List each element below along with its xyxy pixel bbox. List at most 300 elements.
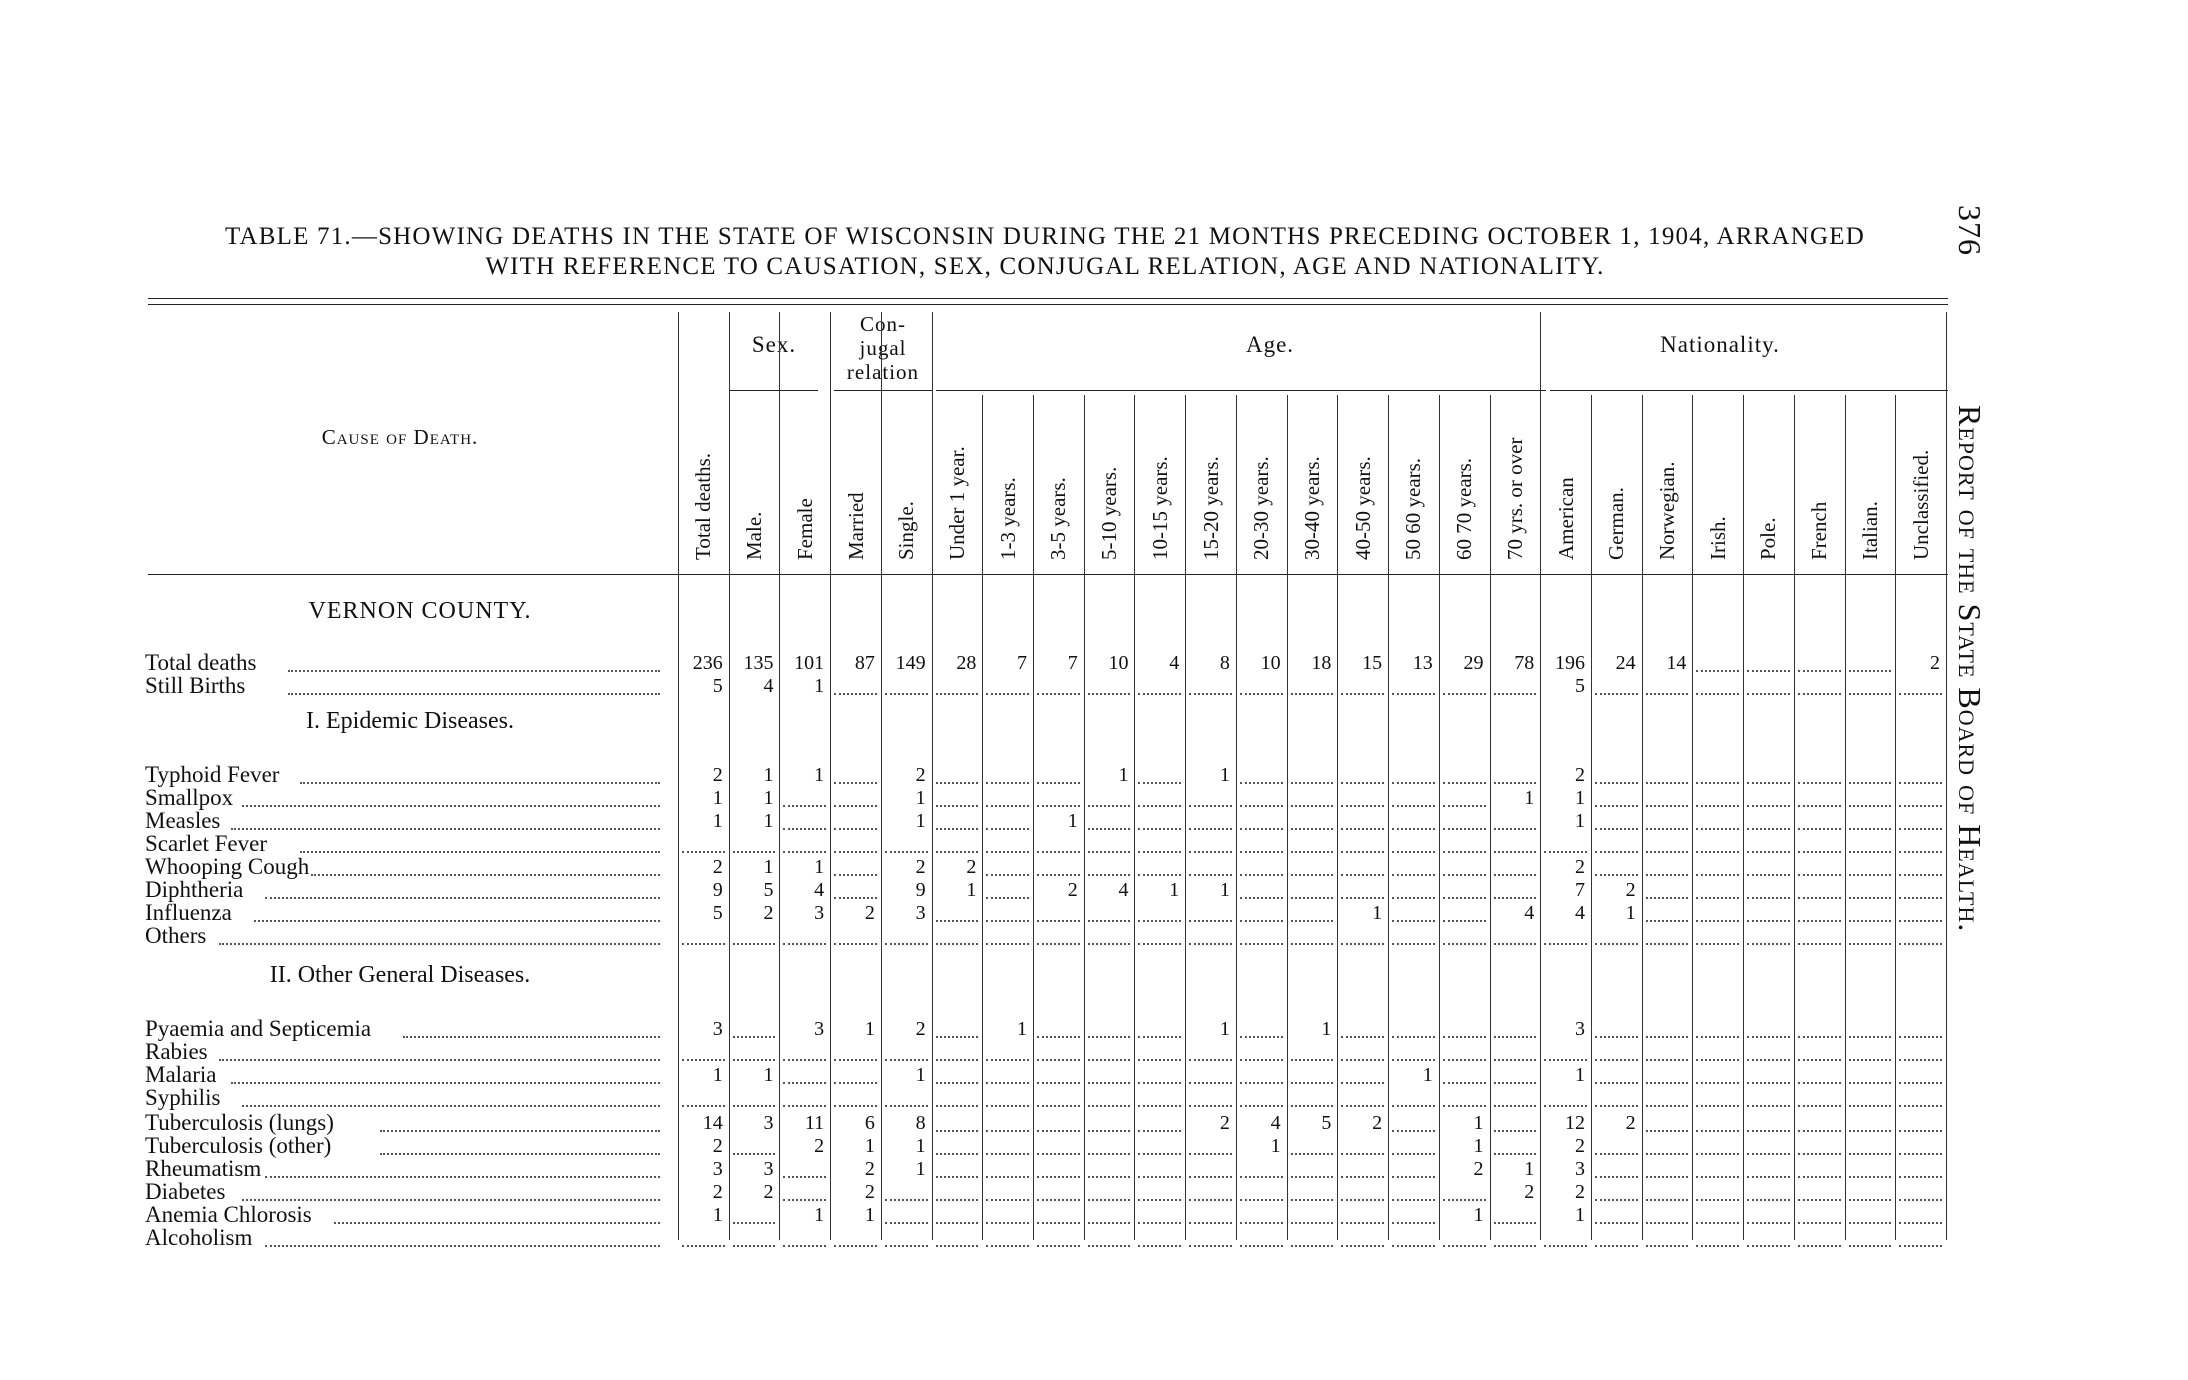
empty-cell bbox=[1646, 1176, 1689, 1178]
empty-cell bbox=[936, 1199, 979, 1201]
empty-cell bbox=[986, 897, 1029, 899]
table-cell: 12 bbox=[1564, 1112, 1585, 1134]
empty-cell bbox=[1747, 1036, 1790, 1038]
table-cell: 2 bbox=[1524, 1181, 1535, 1203]
empty-cell bbox=[1899, 1176, 1942, 1178]
column-header-under-1: Under 1 year. bbox=[944, 446, 969, 560]
empty-cell bbox=[1849, 782, 1892, 784]
empty-cell bbox=[1392, 693, 1435, 695]
empty-cell bbox=[1849, 1153, 1892, 1155]
empty-cell bbox=[1392, 782, 1435, 784]
table-cell: 3 bbox=[712, 1018, 723, 1040]
table-cell: 1 bbox=[763, 787, 774, 809]
empty-cell bbox=[1899, 1105, 1942, 1107]
empty-cell bbox=[1747, 1059, 1790, 1061]
empty-cell bbox=[1646, 693, 1689, 695]
column-header-irish: Irish. bbox=[1705, 516, 1730, 560]
table-cell: 4 bbox=[1169, 652, 1180, 674]
column-rule bbox=[830, 312, 831, 1240]
empty-cell bbox=[936, 1036, 979, 1038]
table-cell: 2 bbox=[1625, 879, 1636, 901]
empty-cell bbox=[1798, 1245, 1841, 1247]
table-cell: 2 bbox=[712, 1181, 723, 1203]
empty-cell bbox=[936, 1222, 979, 1224]
empty-cell bbox=[986, 1245, 1029, 1247]
empty-cell bbox=[1240, 920, 1283, 922]
column-header-age-70-over: 70 yrs. or over bbox=[1502, 437, 1527, 560]
empty-cell bbox=[1747, 1082, 1790, 1084]
sex-rule bbox=[730, 390, 818, 391]
empty-cell bbox=[885, 1199, 928, 1201]
empty-cell bbox=[1646, 1082, 1689, 1084]
empty-cell bbox=[1899, 851, 1942, 853]
empty-cell bbox=[1798, 920, 1841, 922]
empty-cell bbox=[834, 782, 877, 784]
empty-cell bbox=[885, 851, 928, 853]
empty-cell bbox=[885, 1105, 928, 1107]
row-label: Diabetes bbox=[145, 1179, 226, 1204]
empty-cell bbox=[1494, 851, 1537, 853]
table-cell: 4 bbox=[1118, 879, 1129, 901]
table-cell: 1 bbox=[864, 1135, 875, 1157]
empty-cell bbox=[1494, 1222, 1537, 1224]
empty-cell bbox=[1341, 693, 1384, 695]
dot-leader bbox=[231, 828, 661, 830]
empty-cell bbox=[1849, 1222, 1892, 1224]
empty-cell bbox=[1899, 782, 1942, 784]
empty-cell bbox=[1899, 1036, 1942, 1038]
dot-leader bbox=[311, 874, 660, 876]
column-rule bbox=[1388, 395, 1389, 1240]
empty-cell bbox=[1494, 782, 1537, 784]
empty-cell bbox=[1494, 1059, 1537, 1061]
dot-leader bbox=[300, 851, 661, 853]
empty-cell bbox=[1189, 1176, 1232, 1178]
empty-cell bbox=[1443, 1059, 1486, 1061]
empty-cell bbox=[1595, 828, 1638, 830]
empty-cell bbox=[1849, 897, 1892, 899]
empty-cell bbox=[1341, 1082, 1384, 1084]
empty-cell bbox=[1341, 1059, 1384, 1061]
empty-cell bbox=[783, 943, 826, 945]
empty-cell bbox=[986, 1222, 1029, 1224]
dot-leader bbox=[265, 1176, 660, 1178]
row-label: Still Births bbox=[145, 673, 246, 698]
empty-cell bbox=[1341, 1199, 1384, 1201]
empty-cell bbox=[1392, 1059, 1435, 1061]
table-cell: 1 bbox=[1524, 787, 1535, 809]
table-cell: 5 bbox=[712, 675, 723, 697]
empty-cell bbox=[733, 1105, 776, 1107]
row-label: Rheumatism bbox=[145, 1156, 262, 1181]
empty-cell bbox=[1646, 874, 1689, 876]
empty-cell bbox=[1747, 1245, 1790, 1247]
sex-header: Sex. bbox=[751, 332, 797, 357]
column-header-age-3-5: 3-5 years. bbox=[1046, 477, 1071, 560]
table-cell: 6 bbox=[864, 1112, 875, 1134]
table-cell: 2 bbox=[966, 856, 977, 878]
empty-cell bbox=[1646, 943, 1689, 945]
table-cell: 1 bbox=[915, 1158, 926, 1180]
empty-cell bbox=[1798, 1036, 1841, 1038]
table-cell: 2 bbox=[1372, 1112, 1383, 1134]
empty-cell bbox=[1849, 920, 1892, 922]
empty-cell bbox=[1138, 1105, 1181, 1107]
column-header-norwegian: Norwegian. bbox=[1655, 461, 1680, 560]
empty-cell bbox=[1595, 1245, 1638, 1247]
column-rule bbox=[1692, 395, 1693, 1240]
empty-cell bbox=[1646, 1130, 1689, 1132]
empty-cell bbox=[733, 943, 776, 945]
empty-cell bbox=[1392, 1245, 1435, 1247]
running-head-text: Report of the State Board of Health. bbox=[1952, 405, 1988, 933]
empty-cell bbox=[1595, 693, 1638, 695]
empty-cell bbox=[834, 897, 877, 899]
empty-cell bbox=[1646, 1245, 1689, 1247]
empty-cell bbox=[1798, 897, 1841, 899]
empty-cell bbox=[1696, 897, 1739, 899]
dot-leader bbox=[265, 1245, 660, 1247]
column-rule bbox=[1895, 395, 1896, 1240]
empty-cell bbox=[1037, 1245, 1080, 1247]
empty-cell bbox=[783, 851, 826, 853]
empty-cell bbox=[1696, 851, 1739, 853]
empty-cell bbox=[1138, 1036, 1181, 1038]
table-cell: 1 bbox=[1067, 810, 1078, 832]
empty-cell bbox=[1138, 1059, 1181, 1061]
empty-cell bbox=[1494, 1153, 1537, 1155]
empty-cell bbox=[1899, 828, 1942, 830]
empty-cell bbox=[1544, 1059, 1587, 1061]
empty-cell bbox=[1595, 1105, 1638, 1107]
table-cell: 1 bbox=[1321, 1018, 1332, 1040]
table-cell: 7 bbox=[1067, 652, 1078, 674]
empty-cell bbox=[783, 1059, 826, 1061]
column-rule bbox=[1743, 395, 1744, 1240]
empty-cell bbox=[1088, 1222, 1131, 1224]
empty-cell bbox=[834, 943, 877, 945]
empty-cell bbox=[936, 1153, 979, 1155]
empty-cell bbox=[1037, 1130, 1080, 1132]
empty-cell bbox=[936, 693, 979, 695]
empty-cell bbox=[1798, 874, 1841, 876]
empty-cell bbox=[1747, 1130, 1790, 1132]
empty-cell bbox=[1747, 828, 1790, 830]
table-cell: 2 bbox=[864, 902, 875, 924]
empty-cell bbox=[1696, 1059, 1739, 1061]
empty-cell bbox=[1544, 943, 1587, 945]
empty-cell bbox=[1291, 1245, 1334, 1247]
empty-cell bbox=[1494, 943, 1537, 945]
empty-cell bbox=[1696, 1130, 1739, 1132]
empty-cell bbox=[936, 1176, 979, 1178]
empty-cell bbox=[1747, 1176, 1790, 1178]
empty-cell bbox=[834, 693, 877, 695]
empty-cell bbox=[1849, 1059, 1892, 1061]
column-rule bbox=[1490, 395, 1491, 1240]
dot-leader bbox=[403, 1036, 660, 1038]
dot-leader bbox=[242, 1199, 660, 1201]
empty-cell bbox=[783, 1245, 826, 1247]
column-header-italian: Italian. bbox=[1857, 501, 1882, 560]
empty-cell bbox=[1291, 1059, 1334, 1061]
empty-cell bbox=[1341, 828, 1384, 830]
empty-cell bbox=[1798, 693, 1841, 695]
column-header-age-15-20: 15-20 years. bbox=[1198, 456, 1223, 560]
empty-cell bbox=[1696, 1222, 1739, 1224]
empty-cell bbox=[1849, 874, 1892, 876]
table-cell: 3 bbox=[814, 1018, 825, 1040]
dot-leader bbox=[334, 1222, 660, 1224]
empty-cell bbox=[1899, 1222, 1942, 1224]
empty-cell bbox=[1189, 1082, 1232, 1084]
table-cell: 9 bbox=[712, 879, 723, 901]
table-cell: 1 bbox=[1473, 1135, 1484, 1157]
empty-cell bbox=[682, 1245, 725, 1247]
table-cell: 2 bbox=[1574, 856, 1585, 878]
table-cell: 14 bbox=[702, 1112, 723, 1134]
dot-leader bbox=[265, 897, 660, 899]
empty-cell bbox=[1696, 920, 1739, 922]
empty-cell bbox=[1291, 1153, 1334, 1155]
empty-cell bbox=[1037, 920, 1080, 922]
empty-cell bbox=[1291, 943, 1334, 945]
empty-cell bbox=[986, 1059, 1029, 1061]
empty-cell bbox=[1646, 920, 1689, 922]
empty-cell bbox=[1849, 1036, 1892, 1038]
table-cell: 2 bbox=[763, 1181, 774, 1203]
empty-cell bbox=[1291, 805, 1334, 807]
empty-cell bbox=[1138, 1082, 1181, 1084]
empty-cell bbox=[936, 943, 979, 945]
empty-cell bbox=[1392, 828, 1435, 830]
empty-cell bbox=[1291, 874, 1334, 876]
table-cell: 1 bbox=[1625, 902, 1636, 924]
column-header-female: Female bbox=[792, 498, 817, 560]
row-label: Tuberculosis (lungs) bbox=[145, 1110, 334, 1135]
empty-cell bbox=[783, 1176, 826, 1178]
empty-cell bbox=[834, 1105, 877, 1107]
empty-cell bbox=[986, 805, 1029, 807]
column-header-age-50-60: 50 60 years. bbox=[1401, 457, 1426, 560]
empty-cell bbox=[1189, 828, 1232, 830]
empty-cell bbox=[1443, 920, 1486, 922]
empty-cell bbox=[1696, 943, 1739, 945]
conjugal-header: Con- jugal relation bbox=[846, 312, 920, 384]
empty-cell bbox=[1443, 874, 1486, 876]
table-cell: 4 bbox=[1574, 902, 1585, 924]
row-label: Smallpox bbox=[145, 785, 234, 810]
empty-cell bbox=[1849, 1245, 1892, 1247]
table-cell: 1 bbox=[712, 1064, 723, 1086]
empty-cell bbox=[1899, 1199, 1942, 1201]
empty-cell bbox=[1138, 1130, 1181, 1132]
nationality-header: Nationality. bbox=[1660, 332, 1780, 357]
empty-cell bbox=[1494, 897, 1537, 899]
empty-cell bbox=[1595, 1082, 1638, 1084]
table-cell: 2 bbox=[915, 764, 926, 786]
empty-cell bbox=[1189, 1059, 1232, 1061]
empty-cell bbox=[1595, 1153, 1638, 1155]
empty-cell bbox=[1291, 828, 1334, 830]
empty-cell bbox=[1392, 1222, 1435, 1224]
empty-cell bbox=[1747, 897, 1790, 899]
table-cell: 1 bbox=[1422, 1064, 1433, 1086]
empty-cell bbox=[1088, 805, 1131, 807]
table-cell: 9 bbox=[915, 879, 926, 901]
empty-cell bbox=[1798, 943, 1841, 945]
table-cell: 13 bbox=[1412, 652, 1433, 674]
table-cell: 3 bbox=[814, 902, 825, 924]
empty-cell bbox=[1341, 851, 1384, 853]
table-cell: 2 bbox=[712, 764, 723, 786]
table-cell: 1 bbox=[864, 1018, 875, 1040]
table-cell: 1 bbox=[1169, 879, 1180, 901]
empty-cell bbox=[1240, 1105, 1283, 1107]
dot-leader bbox=[242, 805, 660, 807]
empty-cell bbox=[1341, 943, 1384, 945]
table-cell: 1 bbox=[814, 1204, 825, 1226]
empty-cell bbox=[1696, 670, 1739, 672]
empty-cell bbox=[1392, 897, 1435, 899]
empty-cell bbox=[1798, 805, 1841, 807]
empty-cell bbox=[1189, 805, 1232, 807]
row-label: Syphilis bbox=[145, 1085, 221, 1110]
empty-cell bbox=[986, 1082, 1029, 1084]
empty-cell bbox=[834, 828, 877, 830]
empty-cell bbox=[1291, 1176, 1334, 1178]
table-cell: 5 bbox=[1574, 675, 1585, 697]
empty-cell bbox=[1494, 1245, 1537, 1247]
empty-cell bbox=[1138, 1199, 1181, 1201]
empty-cell bbox=[936, 1082, 979, 1084]
empty-cell bbox=[834, 874, 877, 876]
empty-cell bbox=[1037, 1036, 1080, 1038]
table-cell: 2 bbox=[1067, 879, 1078, 901]
empty-cell bbox=[1899, 897, 1942, 899]
table-cell: 1 bbox=[915, 810, 926, 832]
table-cell: 1 bbox=[712, 1204, 723, 1226]
empty-cell bbox=[1747, 1105, 1790, 1107]
empty-cell bbox=[1899, 1059, 1942, 1061]
empty-cell bbox=[1849, 693, 1892, 695]
column-header-american: American bbox=[1553, 477, 1578, 560]
table-cell: 1 bbox=[1219, 764, 1230, 786]
column-header-single: Single. bbox=[894, 501, 919, 560]
conjugal-rule bbox=[834, 390, 932, 391]
empty-cell bbox=[1240, 1222, 1283, 1224]
dot-leader bbox=[300, 782, 661, 784]
empty-cell bbox=[1291, 851, 1334, 853]
empty-cell bbox=[1646, 1153, 1689, 1155]
running-head bbox=[1951, 205, 1988, 932]
empty-cell bbox=[1138, 920, 1181, 922]
empty-cell bbox=[1595, 874, 1638, 876]
table-cell: 1 bbox=[1372, 902, 1383, 924]
table-cell: 1 bbox=[1574, 1204, 1585, 1226]
empty-cell bbox=[733, 851, 776, 853]
empty-cell bbox=[1595, 1222, 1638, 1224]
empty-cell bbox=[1646, 1059, 1689, 1061]
table-cell: 1 bbox=[966, 879, 977, 901]
empty-cell bbox=[936, 1130, 979, 1132]
age-header: Age. bbox=[1245, 332, 1295, 357]
table-cell: 15 bbox=[1362, 652, 1383, 674]
empty-cell bbox=[1341, 1105, 1384, 1107]
empty-cell bbox=[1443, 1105, 1486, 1107]
column-header-total-deaths: Total deaths. bbox=[691, 453, 716, 560]
empty-cell bbox=[1189, 1105, 1232, 1107]
column-rule bbox=[1794, 395, 1795, 1240]
table-cell: 2 bbox=[712, 856, 723, 878]
empty-cell bbox=[1037, 1199, 1080, 1201]
table-cell: 2 bbox=[1574, 1181, 1585, 1203]
empty-cell bbox=[1646, 1222, 1689, 1224]
empty-cell bbox=[1291, 693, 1334, 695]
empty-cell bbox=[986, 1176, 1029, 1178]
empty-cell bbox=[1696, 693, 1739, 695]
empty-cell bbox=[1088, 1130, 1131, 1132]
table-cell: 2 bbox=[1625, 1112, 1636, 1134]
county-heading: VERNON COUNTY. bbox=[308, 598, 532, 624]
empty-cell bbox=[1341, 805, 1384, 807]
table-cell: 5 bbox=[763, 879, 774, 901]
table-cell: 7 bbox=[1017, 652, 1028, 674]
table-cell: 8 bbox=[915, 1112, 926, 1134]
empty-cell bbox=[1646, 897, 1689, 899]
empty-cell bbox=[1138, 805, 1181, 807]
table-title bbox=[140, 222, 1950, 282]
table-cell: 5 bbox=[712, 902, 723, 924]
empty-cell bbox=[1544, 851, 1587, 853]
empty-cell bbox=[1544, 1105, 1587, 1107]
table-cell: 1 bbox=[915, 787, 926, 809]
empty-cell bbox=[1646, 828, 1689, 830]
empty-cell bbox=[733, 1059, 776, 1061]
row-label: Measles bbox=[145, 808, 221, 833]
empty-cell bbox=[1189, 920, 1232, 922]
empty-cell bbox=[1747, 1153, 1790, 1155]
empty-cell bbox=[1291, 1199, 1334, 1201]
empty-cell bbox=[1696, 1082, 1739, 1084]
empty-cell bbox=[1595, 1059, 1638, 1061]
empty-cell bbox=[986, 693, 1029, 695]
empty-cell bbox=[1291, 897, 1334, 899]
empty-cell bbox=[1088, 1245, 1131, 1247]
empty-cell bbox=[1494, 874, 1537, 876]
table-cell: 4 bbox=[1524, 902, 1535, 924]
table-cell: 2 bbox=[864, 1158, 875, 1180]
table-cell: 1 bbox=[1574, 1064, 1585, 1086]
empty-cell bbox=[936, 805, 979, 807]
section-heading: I. Epidemic Diseases. bbox=[306, 708, 514, 734]
empty-cell bbox=[986, 828, 1029, 830]
empty-cell bbox=[1899, 920, 1942, 922]
column-rule bbox=[1946, 312, 1947, 1240]
empty-cell bbox=[1037, 693, 1080, 695]
empty-cell bbox=[986, 920, 1029, 922]
empty-cell bbox=[1138, 693, 1181, 695]
empty-cell bbox=[1037, 1153, 1080, 1155]
empty-cell bbox=[1088, 1176, 1131, 1178]
table-cell: 87 bbox=[854, 652, 875, 674]
empty-cell bbox=[1443, 782, 1486, 784]
table-cell: 1 bbox=[1219, 879, 1230, 901]
empty-cell bbox=[1088, 693, 1131, 695]
empty-cell bbox=[1138, 851, 1181, 853]
empty-cell bbox=[1088, 1036, 1131, 1038]
table-cell: 4 bbox=[1270, 1112, 1281, 1134]
